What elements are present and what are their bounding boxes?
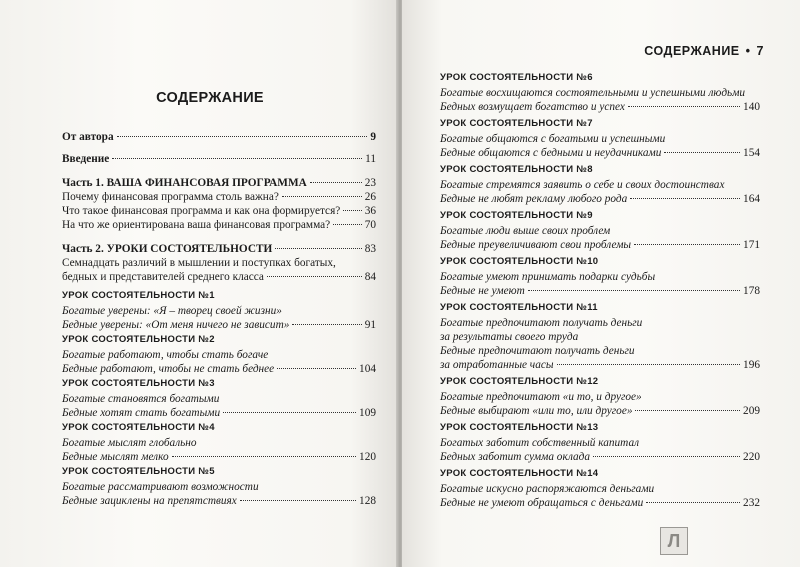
lesson-entry: Бедных заботит сумма оклада 220 <box>440 451 760 463</box>
lesson-entry: Бедные не умеют обращаться с деньгами 232 <box>440 497 760 509</box>
lesson-heading: УРОК СОСТОЯТЕЛЬНОСТИ №3 <box>62 378 215 389</box>
lesson-entry: Бедные хотят стать богатыми 109 <box>62 407 376 419</box>
lesson-line: Богатые становятся богатыми <box>62 393 220 405</box>
lesson-heading: УРОК СОСТОЯТЕЛЬНОСТИ №12 <box>440 376 599 387</box>
lesson-line: Богатые общаются с богатыми и успешными <box>440 133 666 145</box>
lesson-heading: УРОК СОСТОЯТЕЛЬНОСТИ №2 <box>62 334 215 345</box>
lesson-heading: УРОК СОСТОЯТЕЛЬНОСТИ №4 <box>62 422 215 433</box>
lesson-heading: УРОК СОСТОЯТЕЛЬНОСТИ №11 <box>440 302 598 313</box>
toc-entry-text: Семнадцать различий в мышлении и поступках богатых, <box>62 257 336 269</box>
lesson-heading: УРОК СОСТОЯТЕЛЬНОСТИ №13 <box>440 422 599 433</box>
lesson-heading: УРОК СОСТОЯТЕЛЬНОСТИ №5 <box>62 466 215 477</box>
lesson-entry: Бедные выбирают «или то, или другое» 209 <box>440 405 760 417</box>
lesson-entry: Бедные не любят рекламу любого рода 164 <box>440 193 760 205</box>
page-title: СОДЕРЖАНИЕ <box>156 90 264 106</box>
running-header: СОДЕРЖАНИЕ • 7 <box>644 44 764 58</box>
lesson-line: за результаты своего труда <box>440 331 579 343</box>
labirint-logo-icon: Л <box>660 527 688 555</box>
lesson-entry: за отработанные часы 196 <box>440 359 760 371</box>
lesson-entry: Бедные уверены: «От меня ничего не зависит» 91 <box>62 319 376 331</box>
left-page <box>0 0 398 567</box>
lesson-line: Богатых заботит собственный капитал <box>440 437 640 449</box>
lesson-entry: Бедные не умеют 178 <box>440 285 760 297</box>
lesson-heading: УРОК СОСТОЯТЕЛЬНОСТИ №9 <box>440 210 593 221</box>
lesson-line: Богатые предпочитают получать деньги <box>440 317 643 329</box>
lesson-entry: Бедные работают, чтобы не стать беднее 104 <box>62 363 376 375</box>
lesson-entry: Бедные мыслят мелко 120 <box>62 451 376 463</box>
lesson-entry: Бедные зациклены на препятствиях 128 <box>62 495 376 507</box>
toc-entry: Часть 2. УРОКИ СОСТОЯТЕЛЬНОСТИ 83 <box>62 243 376 255</box>
lesson-line: Богатые предпочитают «и то, и другое» <box>440 391 642 403</box>
toc-entry: От автора 9 <box>62 131 376 143</box>
lesson-heading: УРОК СОСТОЯТЕЛЬНОСТИ №7 <box>440 118 593 129</box>
lesson-line: Богатые мыслят глобально <box>62 437 197 449</box>
lesson-line: Бедные предпочитают получать деньги <box>440 345 635 357</box>
lesson-heading: УРОК СОСТОЯТЕЛЬНОСТИ №14 <box>440 468 599 479</box>
toc-entry: На что же ориентирована ваша финансовая программа? 70 <box>62 219 376 231</box>
lesson-line: Богатые работают, чтобы стать богаче <box>62 349 269 361</box>
toc-entry: бедных и представителей среднего класса 84 <box>62 271 376 283</box>
lesson-entry: Бедных возмущает богатство и успех 140 <box>440 101 760 113</box>
lesson-entry: Бедные преувеличивают свои проблемы 171 <box>440 239 760 251</box>
toc-entry: Введение 11 <box>62 153 376 165</box>
right-page <box>402 0 800 567</box>
lesson-heading: УРОК СОСТОЯТЕЛЬНОСТИ №10 <box>440 256 599 267</box>
lesson-line: Богатые умеют принимать подарки судьбы <box>440 271 656 283</box>
toc-entry: Что такое финансовая программа и как она формируется? 36 <box>62 205 376 217</box>
lesson-line: Богатые уверены: «Я – творец своей жизни» <box>62 305 282 317</box>
toc-entry: Почему финансовая программа столь важна? 26 <box>62 191 376 203</box>
lesson-line: Богатые восхищаются состоятельными и успешными людьми <box>440 87 746 99</box>
lesson-heading: УРОК СОСТОЯТЕЛЬНОСТИ №8 <box>440 164 593 175</box>
lesson-line: Богатые стремятся заявить о себе и своих достоинствах <box>440 179 725 191</box>
lesson-line: Богатые люди выше своих проблем <box>440 225 611 237</box>
lesson-line: Богатые искусно распоряжаются деньгами <box>440 483 655 495</box>
lesson-line: Богатые рассматривают возможности <box>62 481 259 493</box>
lesson-heading: УРОК СОСТОЯТЕЛЬНОСТИ №1 <box>62 290 215 301</box>
lesson-entry: Бедные общаются с бедными и неудачниками 154 <box>440 147 760 159</box>
lesson-heading: УРОК СОСТОЯТЕЛЬНОСТИ №6 <box>440 72 593 83</box>
toc-entry: Часть 1. ВАША ФИНАНСОВАЯ ПРОГРАММА 23 <box>62 177 376 189</box>
